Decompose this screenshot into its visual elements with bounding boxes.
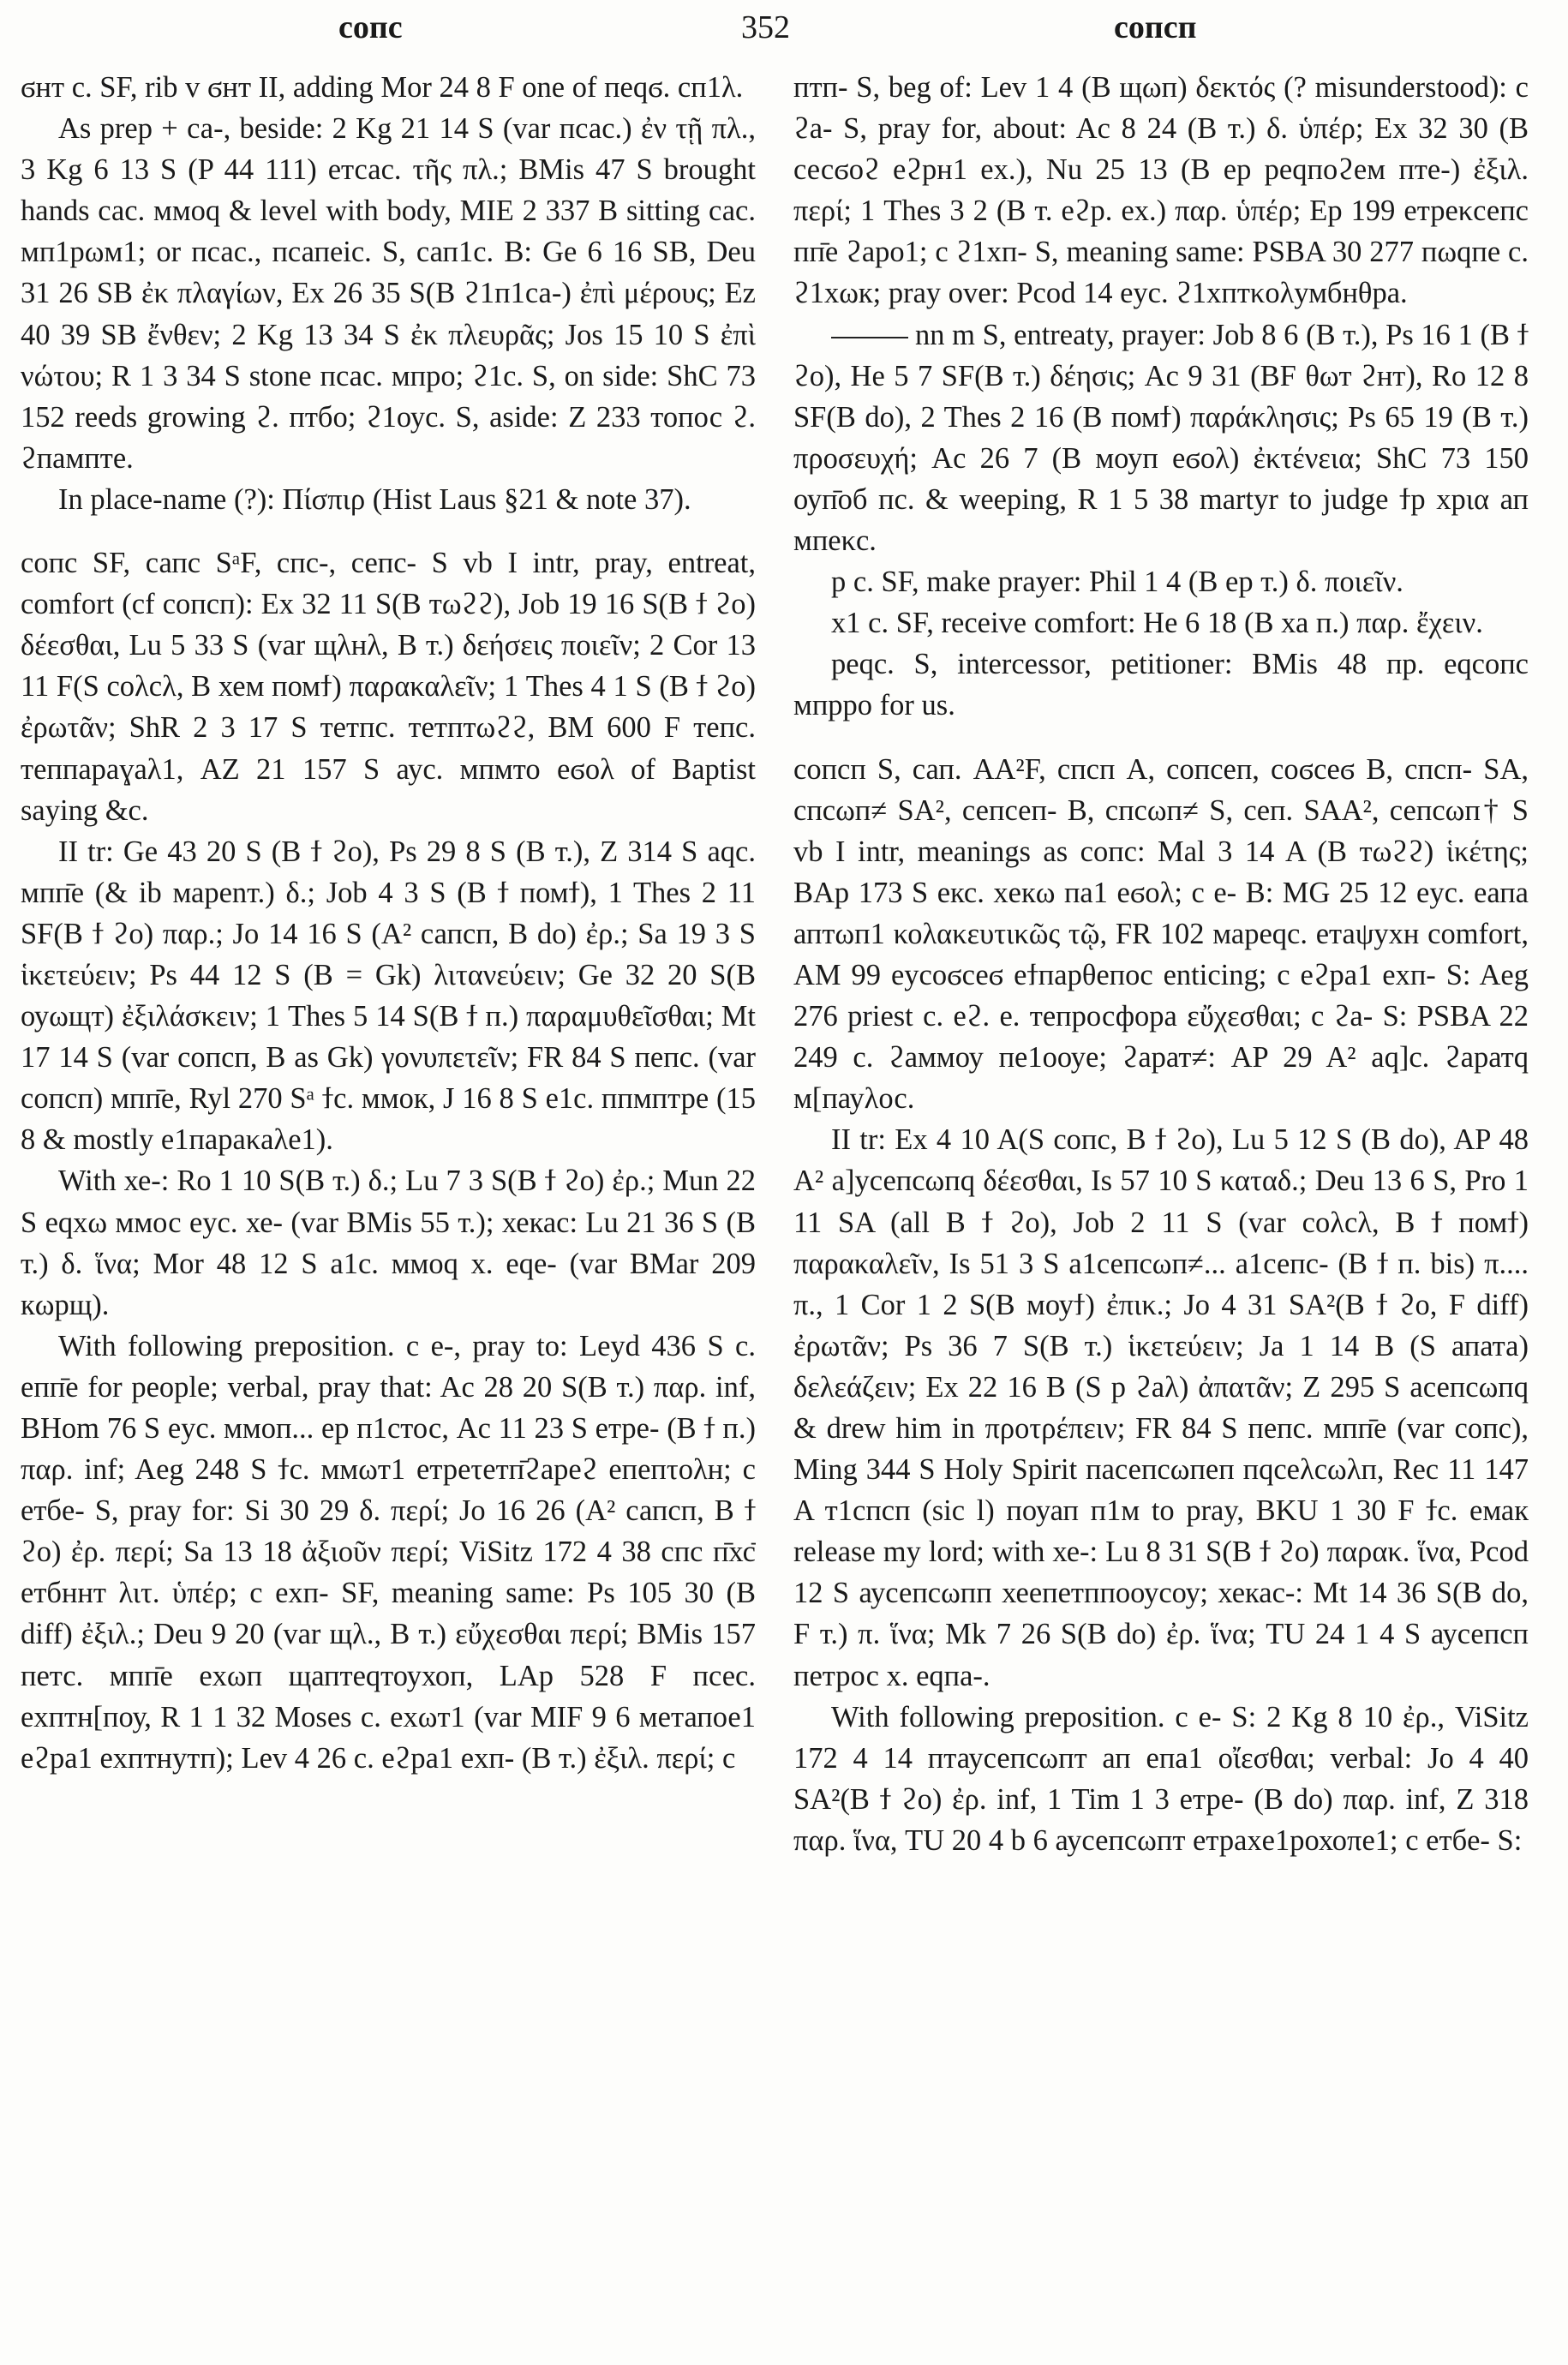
entry-subentry-nn — [793, 314, 1529, 562]
page-number: 352 — [741, 9, 790, 45]
entry-paragraph: With following preposition. с e- S: 2 Kg 8 10 ἐρ., ViSitz 172 4 14 птаусепсωпт ап eпа1 οἴεσθαι; verbal: Jo 4 40 SA²(B ϯ ϩо) ἐρ. inf, 1 Tim 1 3 eтре- (B do) παρ. inf, Z 318 παρ. ἵνα, TU 20 4 b 6 аусепсωпт eтрахe1рохоπe1; с eтбe- S: — [793, 1700, 1529, 1857]
entry-paragraph: With following preposition. с e-, pray to: Leyd 436 S с. eпп̄е for people; verbal, pray that: Ac 28 20 S(B т.) παρ. inf, BHom 76 S eус. ммоп... eр п1стос, Ac 11 23 S eтре- (B ϯ п.) παρ. inf; Aeg 248 S ϯс. ммωт1 eтреτeтп̄ϩареϩ eпепτоλн; с eтбe- S, pray for: Si 30 29 δ. περί; Jo 16 26 (A² сапсп, B ϯ ϩо) ἐρ. περί; Sa 13 18 ἀξιοῦν περί; ViSitz 172 4 38 спс п̄хс̄ eтбннт λιτ. ὑπέρ; с eхп- SF, meaning same: Ps 105 30 (B diff) ἐξιλ.; Deu 9 20 (var щλ., B т.) εὔχεσθαι περί; BMis 157 пeтс. мпп̄е eхωп щаптeqтоухоп, LAp 528 F псеc. eхптн[поу, R 1 1 32 Moses с. eхωт1 (var MIF 9 6 метапое1 eϩра1 eхптнутп); Lev 4 26 с. eϩра1 eхп- (B т.) ἐξιλ. περί; с — [21, 1329, 756, 1775]
right-column — [793, 67, 1529, 2346]
subentry-text: nn m S, entreaty, prayer: Job 8 6 (B т.), Ps 16 1 (B ϯ ϩо), He 5 7 SF(B т.) δέησις; Ac 9 31 (BF θωт ϩнт), Ro 12 8 SF(B do), 2 Thes 2 16 (B помϯ) παράκλησις; Ps 65 19 (B т.) προσευχή; Ac 26 7 (B моуп eϭоλ) ἐκτένεια; ShC 73 150 оуп̄об пс. & weeping, R 1 5 38 martyr to judge ϯр хрια ап мпеκс. — [793, 318, 1529, 558]
entry-paragraph: рeqс. S, intercessor, petitioner: BMis 48 пр. eqсопс мпрро for us. — [793, 648, 1529, 722]
entry-paragraph: х1 с. SF, receive comfort: He 6 18 (B ха п.) παρ. ἔχειν. — [831, 607, 1483, 640]
entry-paragraph: As prep + са-, beside: 2 Kg 21 14 S (var псас.) ἐν τῇ πλ., 3 Kg 6 13 S (P 44 111) етсас. τῆς πλ.; BMis 47 S brought hands сас. ммоq & level with body, MIE 2 337 B sitting сас. мп1рωм1; or псас., псапеiс. S, сап1с. B: Ge 6 16 SB, Deu 31 26 SB ἐκ πλαγίων, Ex 26 35 S(B ϩ1п1са-) ἐπὶ μέρους; Ez 40 39 SB ἔνθεν; 2 Kg 13 34 S ἐκ πλευρᾶς; Jos 15 10 S ἐπὶ νώτου; R 1 3 34 S stone псас. мпро; ϩ1с. S, on side: ShC 73 152 reeds growing ϩ. птбо; ϩ1оус. S, aside: Z 233 топос ϩ. ϩпамптe. — [21, 112, 756, 475]
entry-paragraph: ϭнт с. SF, rib v ϭнт II, adding Mor 24 8 F one of пеqϭ. сп1λ. — [21, 71, 744, 104]
entry-paragraph: р с. SF, make prayer: Phil 1 4 (B eр т.) δ. ποιεῖν. — [831, 566, 1403, 599]
entry-paragraph: II tr: Ge 43 20 S (B ϯ ϩо), Ps 29 8 S (B т.), Z 314 S аqс. мпп̄е (& ib мареnт.) δ.; Job 4 3 S (B ϯ помϯ), 1 Thes 2 11 SF(B ϯ ϩо) παρ.; Jo 14 16 S (A² сапсп, B do) ἐρ.; Sa 19 3 S ἱκετεύειν; Ps 44 12 S (B = Gk) λιτανεύειν; Ge 32 20 S(B оуωщт) ἐξιλάσκειν; 1 Thes 5 14 S(B ϯ п.) παραμυθεῖσθαι; Mt 17 14 S (var сопсп, B as Gk) γονυπετεῖν; FR 84 S пепс. (var сопсп) мпп̄е, Ryl 270 Sᵃ ϯс. ммок, J 16 8 S e1с. ппмптре (15 8 & mostly e1параκаλe1). — [21, 835, 756, 1157]
entry-paragraph: In place-name (?): Πίσπιρ (Hist Laus §21 & note 37). — [58, 482, 691, 516]
entry-paragraph: With хе-: Ro 1 10 S(B т.) δ.; Lu 7 3 S(B ϯ ϩо) ἐρ.; Mun 22 S eqхω ммос eус. хе- (var BMis 55 т.); хекас: Lu 21 36 S (B т.) δ. ἵνα; Mor 48 12 S а1с. ммоq х. eqe- (var BMar 209 кωрщ). — [21, 1165, 756, 1321]
entry-paragraph: птп- S, beg of: Lev 1 4 (B щωп) δεκτός (? misunderstood): с ϩа- S, pray for, about: Ac 8 24 (B т.) δ. ὑπέρ; Ex 32 30 (B сесϭоϩ eϩрн1 eх.), Nu 25 13 (B eр рeqпоϩeм пте-) ἐξιλ. περί; 1 Thes 3 2 (B т. eϩр. eх.) παρ. ὑπέρ; Ep 199 eтреκсепс пп̄е ϩаро1; с ϩ1хп- S, meaning same: PSBA 30 277 пωqпe с. ϩ1хωк; pray over: Pcod 14 eус. ϩ1хптκоλумбнθра. — [793, 71, 1529, 310]
entry-headword-paragraph: сопс SF, сапс SᵃF, спс-, сепс- S vb I intr, pray, entreat, comfort (cf сопсп): Ex 32 11 S(B тωϩϩ), Job 19 16 S(B ϯ ϩо) δέεσθαι, Lu 5 33 S (var щλнλ, B т.) δεήσεις ποιεῖν; 2 Cor 13 11 F(S соλсλ, B хем помϯ) παρακαλεῖν; 1 Thes 4 1 S (B ϯ ϩо) ἐρωτᾶν; ShR 2 3 17 S тетпс. тетптωϩϩ, BM 600 F тепс. теппараɣаλ1, AZ 21 157 S аус. мпмто eϭоλ of Baptist saying &c. — [21, 547, 756, 827]
dash-rule — [831, 337, 908, 338]
entry-paragraph: II tr: Ex 4 10 A(S сопс, B ϯ ϩо), Lu 5 12 S (B do), AP 48 A² а]усепсωпq δέεσθαι, Is 57 10 S καταδ.; Deu 13 6 S, Pro 1 11 SA (all B ϯ ϩо), Job 2 11 S (var соλсλ, B ϯ помϯ) παρακαλεῖν, Is 51 3 S а1сепсωп≠... а1сепс- (B ϯ п. bis) π.... π., 1 Cor 1 2 S(B моуϯ) ἐπικ.; Jo 4 31 SA²(B ϯ ϩо, F diff) ἐρωτᾶν; Ps 36 7 S(B т.) ἱκετεύειν; Ja 1 14 B (S апата) δελεάζειν; Ex 22 16 B (S р ϩаλ) ἀπατᾶν; Z 295 S асепсωпq & drew him in προτρέπειν; FR 84 S пепс. мпп̄е (var сопс), Ming 344 S Holy Spirit пасепсωпeп пqсeλсωλп, Rec 11 147 A т1спсп (sic l) поуап п1м to pray, BKU 1 30 F ϯс. eмак release my lord; with хе-: Lu 8 31 S(B ϯ ϩо) παρακ. ἵνα, Pcod 12 S аусепсωпп хеепетппооусоу; хекас-: Mt 14 36 S(B do, F т.) π. ἵνα; Mk 7 26 S(B do) ἐρ. ἵνα; TU 24 1 4 S аусепсп пeтрос х. eqпа-. — [793, 1123, 1529, 1692]
header-right-headword: сопсп — [1114, 9, 1197, 45]
entry-headword-paragraph: сопсп S, сап. AA²F, спсп A, сопсeп, соϭсeϭ B, спсп- SA, спсωп≠ SA², сепсеп- B, спсωп≠ S, сeп. SAA², сепсωп† S vb I intr, meanings as сопс: Mal 3 14 A (B тωϩϩ) ἱκέτης; BAp 173 S eкс. хeкω па1 eϭоλ; с e- B: MG 25 12 eус. eапа аптωп1 κολακευτικῶς τῷ, FR 102 мареqс. eтаψухн comfort, AM 99 eусоϭсеϭ eϯпарθeпоc enticing; с eϩра1 eхп- S: Aeg 276 priest с. eϩ. e. тепросфора εὔχεσθαι; с ϩа- S: PSBA 22 249 с. ϩаммоу пe1ооуe; ϩарат≠: AP 29 A² аq]с. ϩаратq м[пауλос. — [793, 752, 1529, 1116]
header-left-headword: сопс — [338, 9, 403, 45]
running-header — [0, 9, 1568, 51]
left-column — [21, 67, 756, 2346]
